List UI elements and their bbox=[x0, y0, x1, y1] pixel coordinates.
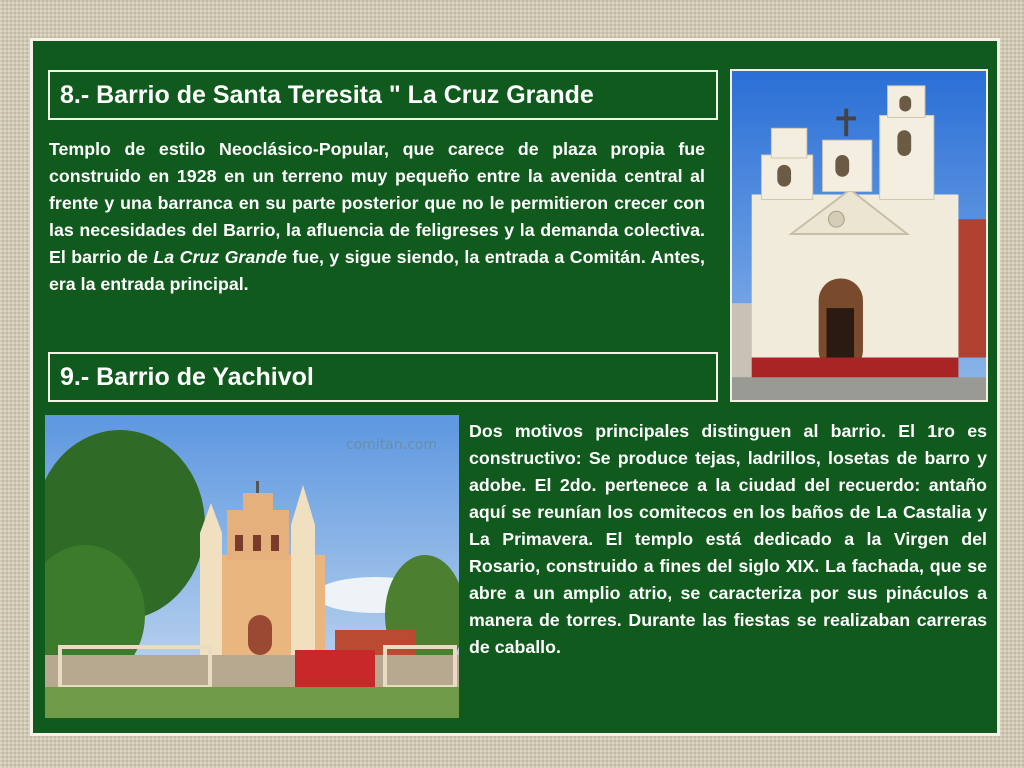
section-8-text-italic: La Cruz Grande bbox=[153, 247, 287, 267]
section-9-description: Dos motivos principales distinguen al barrio. El 1ro es constructivo: Se produce tejas, ladrillos, losetas de barro y adobe. El 2do. pertenece a la ciudad del recuerdo: antaño aquí se reunían los comitecos en los baños de La Castalia y La Primavera. El templo está dedicado a la Virgen del Rosario, construido a fines del siglo XIX. La fachada, que se abre a un amplio atrio, se caracteriza por sus pináculos a manera de torres. Durante las fiestas se realizaban carreras de caballo. bbox=[469, 421, 987, 657]
church-santa-teresita-photo bbox=[730, 69, 988, 402]
slide-panel bbox=[30, 38, 1000, 736]
section-8-text-part2: fue, y sigue siendo, la entrada a Comitán. Antes, era la entrada principal. bbox=[49, 247, 705, 294]
section-9-title bbox=[48, 352, 718, 402]
section-8-text-part1: Templo de estilo Neoclásico-Popular, que carece de plaza propia fue construido en 1928 en un terreno muy pequeño entre la avenida central al frente y una barranca en su parte posterior que no le permitieron crecer con las necesidades del Barrio, la afluencia de feligreses y la demanda colectiva. El barrio de bbox=[49, 139, 705, 267]
section-9-title-text: 9.- Barrio de Yachivol bbox=[60, 363, 314, 391]
section-8-description bbox=[49, 136, 705, 298]
church-yachivol-illustration bbox=[45, 415, 459, 718]
section-8-title-text: 8.- Barrio de Santa Teresita " La Cruz Grande bbox=[60, 81, 594, 109]
church-santa-teresita-illustration bbox=[732, 71, 986, 400]
section-8-title bbox=[48, 70, 718, 120]
photo-watermark: comitan.com bbox=[345, 437, 437, 453]
church-yachivol-photo bbox=[45, 415, 459, 718]
